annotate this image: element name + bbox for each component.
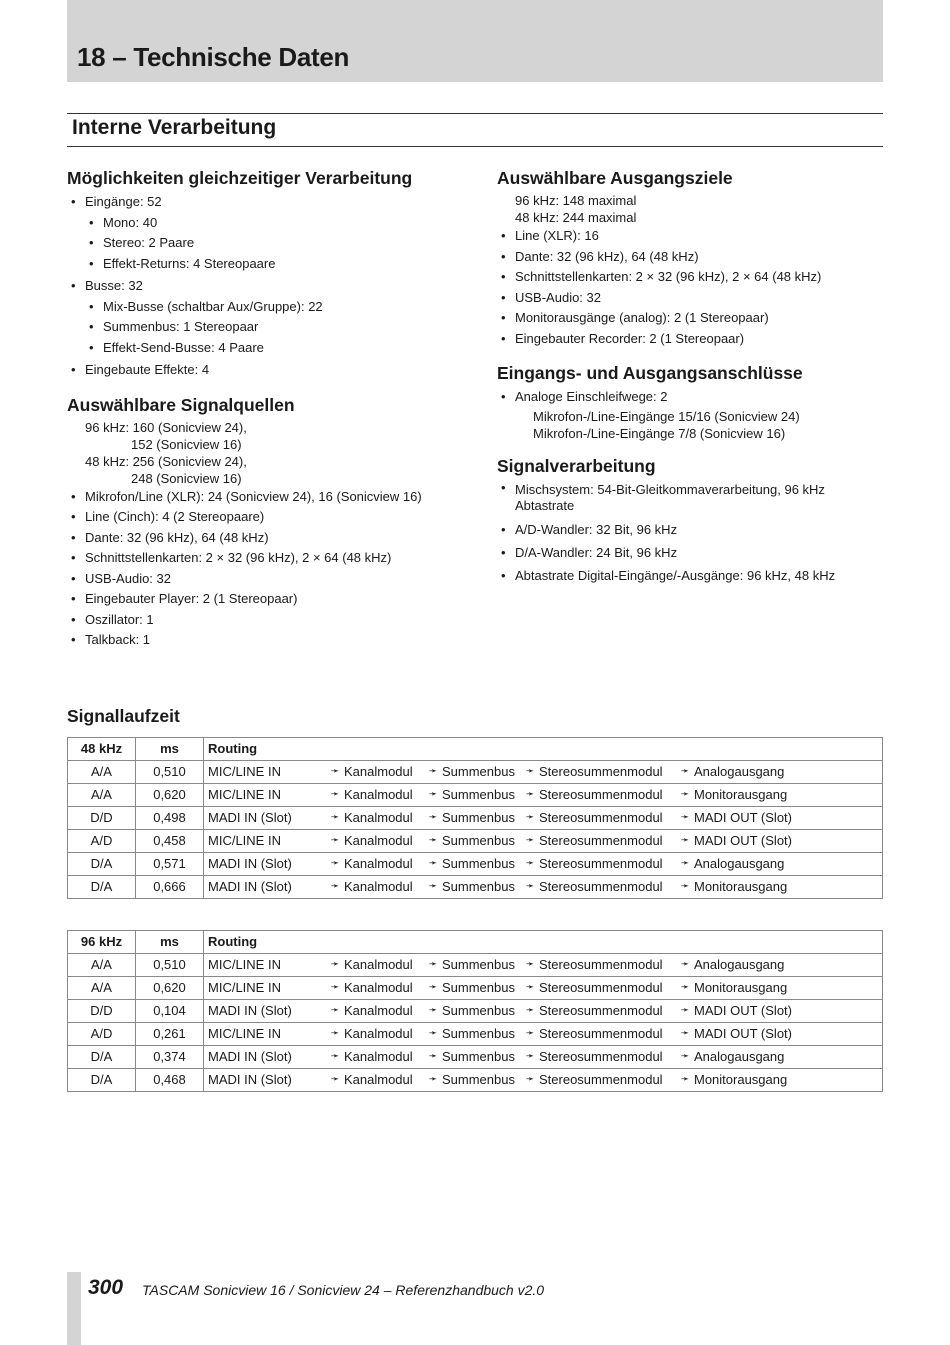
routing-step: Summenbus xyxy=(442,856,515,872)
section-title: Interne Verarbeitung xyxy=(72,116,277,139)
latency-heading: Signallaufzeit xyxy=(67,706,180,726)
conversion-type: A/D xyxy=(68,829,136,852)
routing-step: MADI IN (Slot) xyxy=(208,856,292,872)
arrow-icon: ➛ xyxy=(680,1028,690,1040)
latency-table-96khz xyxy=(67,930,883,1092)
list-item: • Mischsystem: 54-Bit-Gleitkommaverarbeitung, 96 kHz Abtastrate xyxy=(497,480,883,518)
arrow-icon: ➛ xyxy=(680,858,690,870)
routing-step: MADI IN (Slot) xyxy=(208,810,292,826)
processing-heading: Möglichkeiten gleichzeitiger Verarbeitung xyxy=(67,168,413,188)
routing-step: Summenbus xyxy=(442,764,515,780)
arrow-icon: ➛ xyxy=(680,1051,690,1063)
arrow-icon: ➛ xyxy=(680,1074,690,1086)
routing-step: Summenbus xyxy=(442,833,515,849)
routing-step: Monitorausgang xyxy=(694,879,788,895)
sources-line: 248 (Sonicview 16) xyxy=(131,470,242,486)
arrow-icon: ➛ xyxy=(330,835,340,847)
arrow-icon: ➛ xyxy=(680,881,690,893)
table-row xyxy=(68,783,883,806)
arrow-icon: ➛ xyxy=(428,766,438,778)
routing-path xyxy=(204,761,882,783)
arrow-icon: ➛ xyxy=(428,812,438,824)
routing-step: Stereosummenmodul xyxy=(539,764,663,780)
footer-bar xyxy=(67,1272,81,1345)
routing-step: MADI IN (Slot) xyxy=(208,1003,292,1019)
arrow-icon: ➛ xyxy=(330,812,340,824)
arrow-icon: ➛ xyxy=(680,766,690,778)
list-item: • Stereo: 2 Paare xyxy=(85,233,487,254)
routing-cell xyxy=(204,999,883,1022)
routing-path xyxy=(204,853,882,875)
arrow-icon: ➛ xyxy=(428,789,438,801)
routing-step: Kanalmodul xyxy=(344,1003,413,1019)
table-header-row xyxy=(68,738,883,761)
list-item: • D/A-Wandler: 24 Bit, 96 kHz xyxy=(497,541,883,564)
arrow-icon: ➛ xyxy=(428,1028,438,1040)
list-item: • Dante: 32 (96 kHz), 64 (48 kHz) xyxy=(497,247,883,268)
latency-ms: 0,458 xyxy=(136,829,204,852)
routing-cell xyxy=(204,829,883,852)
arrow-icon: ➛ xyxy=(525,982,535,994)
table-row xyxy=(68,953,883,976)
table-row xyxy=(68,875,883,898)
conversion-type: A/A xyxy=(68,760,136,783)
table-row xyxy=(68,806,883,829)
routing-cell xyxy=(204,783,883,806)
list-item: • Schnittstellenkarten: 2 × 32 (96 kHz), 2 × 64 (48 kHz) xyxy=(67,548,487,569)
routing-step: Kanalmodul xyxy=(344,1049,413,1065)
table-row xyxy=(68,1022,883,1045)
routing-step: Summenbus xyxy=(442,957,515,973)
routing-step: Monitorausgang xyxy=(694,980,788,996)
arrow-icon: ➛ xyxy=(525,766,535,778)
routing-step: Stereosummenmodul xyxy=(539,856,663,872)
routing-step: Stereosummenmodul xyxy=(539,1049,663,1065)
sources-line: 152 (Sonicview 16) xyxy=(131,436,242,452)
left-column xyxy=(67,166,487,653)
arrow-icon: ➛ xyxy=(330,982,340,994)
routing-path xyxy=(204,1069,882,1091)
arrow-icon: ➛ xyxy=(525,959,535,971)
chapter-header xyxy=(67,0,883,82)
conversion-type: A/A xyxy=(68,953,136,976)
section-divider-top xyxy=(67,113,883,114)
conversion-type: A/D xyxy=(68,1022,136,1045)
latency-table-48khz xyxy=(67,737,883,899)
routing-step: Monitorausgang xyxy=(694,1072,788,1088)
routing-path xyxy=(204,954,882,976)
routing-cell xyxy=(204,852,883,875)
list-item: • Line (Cinch): 4 (2 Stereopaare) xyxy=(67,507,487,528)
routing-step: Stereosummenmodul xyxy=(539,1072,663,1088)
routing-cell xyxy=(204,875,883,898)
routing-step: Stereosummenmodul xyxy=(539,879,663,895)
arrow-icon: ➛ xyxy=(330,959,340,971)
table-row xyxy=(68,760,883,783)
routing-step: Stereosummenmodul xyxy=(539,1026,663,1042)
outputs-line: 48 kHz: 244 maximal xyxy=(515,210,637,225)
conversion-type: D/A xyxy=(68,1068,136,1091)
connections-sub: Mikrofon-/Line-Eingänge 15/16 (Sonicview 24) xyxy=(533,408,800,424)
latency-ms: 0,510 xyxy=(136,953,204,976)
arrow-icon: ➛ xyxy=(330,1074,340,1086)
column-header-ms: ms xyxy=(136,931,204,954)
arrow-icon: ➛ xyxy=(525,1005,535,1017)
column-header-routing: Routing xyxy=(204,931,883,954)
latency-ms: 0,571 xyxy=(136,852,204,875)
arrow-icon: ➛ xyxy=(330,881,340,893)
list-item: • Eingebauter Recorder: 2 (1 Stereopaar) xyxy=(497,329,883,350)
conversion-type: A/A xyxy=(68,976,136,999)
page-number: 300 xyxy=(88,1276,124,1299)
arrow-icon: ➛ xyxy=(330,1028,340,1040)
connections-list xyxy=(497,387,883,408)
routing-step: Stereosummenmodul xyxy=(539,810,663,826)
arrow-icon: ➛ xyxy=(525,1051,535,1063)
routing-cell xyxy=(204,976,883,999)
latency-ms: 0,510 xyxy=(136,760,204,783)
table-header-row xyxy=(68,931,883,954)
routing-step: MIC/LINE IN xyxy=(208,957,281,973)
routing-step: MADI IN (Slot) xyxy=(208,1072,292,1088)
column-header-ms: ms xyxy=(136,738,204,761)
list-item: • Effekt-Returns: 4 Stereopaare xyxy=(85,254,487,275)
routing-step: Kanalmodul xyxy=(344,856,413,872)
processing-list xyxy=(67,192,487,381)
arrow-icon: ➛ xyxy=(428,881,438,893)
table-row xyxy=(68,852,883,875)
routing-step: MIC/LINE IN xyxy=(208,764,281,780)
arrow-icon: ➛ xyxy=(330,1051,340,1063)
section-divider-bottom xyxy=(67,146,883,147)
routing-step: Stereosummenmodul xyxy=(539,1003,663,1019)
routing-step: MADI OUT (Slot) xyxy=(694,1026,792,1042)
table-row xyxy=(68,829,883,852)
chapter-title: 18 – Technische Daten xyxy=(77,42,350,72)
arrow-icon: ➛ xyxy=(525,789,535,801)
table-row xyxy=(68,999,883,1022)
arrow-icon: ➛ xyxy=(525,1028,535,1040)
arrow-icon: ➛ xyxy=(330,789,340,801)
list-item: • Monitorausgänge (analog): 2 (1 Stereopaar) xyxy=(497,308,883,329)
routing-path xyxy=(204,1023,882,1045)
column-header-routing: Routing xyxy=(204,738,883,761)
latency-ms: 0,104 xyxy=(136,999,204,1022)
routing-step: Stereosummenmodul xyxy=(539,980,663,996)
routing-step: Summenbus xyxy=(442,1026,515,1042)
routing-step: Kanalmodul xyxy=(344,764,413,780)
latency-ms: 0,666 xyxy=(136,875,204,898)
sources-list xyxy=(67,487,487,651)
routing-step: Kanalmodul xyxy=(344,787,413,803)
routing-cell xyxy=(204,1045,883,1068)
conversion-type: A/A xyxy=(68,783,136,806)
routing-step: Analogausgang xyxy=(694,957,785,973)
routing-step: MADI IN (Slot) xyxy=(208,879,292,895)
routing-step: Summenbus xyxy=(442,810,515,826)
arrow-icon: ➛ xyxy=(525,881,535,893)
routing-path xyxy=(204,1000,882,1022)
arrow-icon: ➛ xyxy=(525,858,535,870)
list-item: • Effekt-Send-Busse: 4 Paare xyxy=(85,338,487,359)
routing-path xyxy=(204,977,882,999)
arrow-icon: ➛ xyxy=(428,835,438,847)
routing-step: MIC/LINE IN xyxy=(208,833,281,849)
routing-step: Stereosummenmodul xyxy=(539,833,663,849)
routing-cell xyxy=(204,1068,883,1091)
routing-step: Stereosummenmodul xyxy=(539,787,663,803)
arrow-icon: ➛ xyxy=(428,1074,438,1086)
arrow-icon: ➛ xyxy=(428,1051,438,1063)
arrow-icon: ➛ xyxy=(525,835,535,847)
list-item: • Summenbus: 1 Stereopaar xyxy=(85,317,487,338)
inputs-sublist xyxy=(85,213,487,275)
connections-sub: Mikrofon-/Line-Eingänge 7/8 (Sonicview 16) xyxy=(533,425,786,441)
list-item xyxy=(67,192,487,274)
conversion-type: D/D xyxy=(68,806,136,829)
routing-step: Summenbus xyxy=(442,1072,515,1088)
list-item: • Eingebauter Player: 2 (1 Stereopaar) xyxy=(67,589,487,610)
sources-line: 96 kHz: 160 (Sonicview 24), xyxy=(85,419,247,435)
sources-line: 48 kHz: 256 (Sonicview 24), xyxy=(85,453,247,469)
routing-path xyxy=(204,1046,882,1068)
latency-ms: 0,468 xyxy=(136,1068,204,1091)
table-row xyxy=(68,1045,883,1068)
column-header-rate: 48 kHz xyxy=(68,738,136,761)
list-item: • Talkback: 1 xyxy=(67,630,487,651)
list-item: • Mix-Busse (schaltbar Aux/Gruppe): 22 xyxy=(85,297,487,318)
list-item: • Dante: 32 (96 kHz), 64 (48 kHz) xyxy=(67,528,487,549)
table-row xyxy=(68,976,883,999)
list-item-text: Eingänge: 52 xyxy=(85,194,162,209)
outputs-heading: Auswählbare Ausgangsziele xyxy=(497,168,733,188)
routing-step: Kanalmodul xyxy=(344,957,413,973)
routing-cell xyxy=(204,806,883,829)
routing-step: MIC/LINE IN xyxy=(208,980,281,996)
list-item: • Schnittstellenkarten: 2 × 32 (96 kHz), 2 × 64 (48 kHz) xyxy=(497,267,883,288)
latency-ms: 0,374 xyxy=(136,1045,204,1068)
list-item: • Analoge Einschleifwege: 2 xyxy=(497,387,883,408)
column-header-rate: 96 kHz xyxy=(68,931,136,954)
conversion-type: D/A xyxy=(68,875,136,898)
arrow-icon: ➛ xyxy=(428,959,438,971)
latency-ms: 0,498 xyxy=(136,806,204,829)
arrow-icon: ➛ xyxy=(680,959,690,971)
routing-path xyxy=(204,876,882,898)
list-item xyxy=(67,276,487,358)
conversion-type: D/A xyxy=(68,852,136,875)
routing-step: Summenbus xyxy=(442,1049,515,1065)
arrow-icon: ➛ xyxy=(330,858,340,870)
routing-step: MADI OUT (Slot) xyxy=(694,810,792,826)
list-item: • Mikrofon/Line (XLR): 24 (Sonicview 24), 16 (Sonicview 16) xyxy=(67,487,487,508)
list-item: • Oszillator: 1 xyxy=(67,610,487,631)
arrow-icon: ➛ xyxy=(428,982,438,994)
routing-step: Monitorausgang xyxy=(694,787,788,803)
routing-step: Kanalmodul xyxy=(344,1026,413,1042)
arrow-icon: ➛ xyxy=(680,1005,690,1017)
arrow-icon: ➛ xyxy=(680,812,690,824)
routing-step: Kanalmodul xyxy=(344,810,413,826)
routing-cell xyxy=(204,760,883,783)
routing-step: MIC/LINE IN xyxy=(208,787,281,803)
latency-ms: 0,620 xyxy=(136,783,204,806)
routing-step: Kanalmodul xyxy=(344,833,413,849)
routing-cell xyxy=(204,953,883,976)
routing-step: Summenbus xyxy=(442,980,515,996)
list-item-text: Busse: 32 xyxy=(85,278,143,293)
list-item: • USB-Audio: 32 xyxy=(67,569,487,590)
conversion-type: D/D xyxy=(68,999,136,1022)
list-item: • Mono: 40 xyxy=(85,213,487,234)
outputs-list xyxy=(497,226,883,349)
latency-ms: 0,261 xyxy=(136,1022,204,1045)
sources-heading: Auswählbare Signalquellen xyxy=(67,394,295,415)
arrow-icon: ➛ xyxy=(330,1005,340,1017)
routing-step: Kanalmodul xyxy=(344,1072,413,1088)
list-item: • Eingebaute Effekte: 4 xyxy=(67,360,487,381)
list-item: • Abtastrate Digital-Eingänge/-Ausgänge: 96 kHz, 48 kHz xyxy=(497,564,883,587)
busses-sublist xyxy=(85,297,487,359)
routing-step: Analogausgang xyxy=(694,856,785,872)
footer-reference: TASCAM Sonicview 16 / Sonicview 24 – Referenzhandbuch v2.0 xyxy=(142,1282,545,1298)
list-item: • A/D-Wandler: 32 Bit, 96 kHz xyxy=(497,518,883,541)
outputs-line: 96 kHz: 148 maximal xyxy=(515,193,637,208)
arrow-icon: ➛ xyxy=(330,766,340,778)
signal-heading: Signalverarbeitung xyxy=(497,455,656,476)
table-row xyxy=(68,1068,883,1091)
arrow-icon: ➛ xyxy=(680,789,690,801)
routing-step: Stereosummenmodul xyxy=(539,957,663,973)
routing-step: Kanalmodul xyxy=(344,879,413,895)
routing-step: Kanalmodul xyxy=(344,980,413,996)
routing-step: MADI IN (Slot) xyxy=(208,1049,292,1065)
routing-path xyxy=(204,784,882,806)
routing-step: MADI OUT (Slot) xyxy=(694,1003,792,1019)
arrow-icon: ➛ xyxy=(525,812,535,824)
arrow-icon: ➛ xyxy=(428,1005,438,1017)
routing-step: MADI OUT (Slot) xyxy=(694,833,792,849)
routing-path xyxy=(204,807,882,829)
arrow-icon: ➛ xyxy=(680,835,690,847)
list-item: • Line (XLR): 16 xyxy=(497,226,883,247)
signal-list xyxy=(497,480,883,587)
routing-step: Summenbus xyxy=(442,1003,515,1019)
conversion-type: D/A xyxy=(68,1045,136,1068)
connections-heading: Eingangs- und Ausgangsanschlüsse xyxy=(497,363,803,383)
routing-step: Summenbus xyxy=(442,879,515,895)
routing-step: Analogausgang xyxy=(694,764,785,780)
right-column xyxy=(497,166,883,587)
latency-ms: 0,620 xyxy=(136,976,204,999)
arrow-icon: ➛ xyxy=(525,1074,535,1086)
list-item: • USB-Audio: 32 xyxy=(497,288,883,309)
arrow-icon: ➛ xyxy=(680,982,690,994)
routing-step: Summenbus xyxy=(442,787,515,803)
routing-path xyxy=(204,830,882,852)
arrow-icon: ➛ xyxy=(428,858,438,870)
routing-step: MIC/LINE IN xyxy=(208,1026,281,1042)
routing-step: Analogausgang xyxy=(694,1049,785,1065)
routing-cell xyxy=(204,1022,883,1045)
